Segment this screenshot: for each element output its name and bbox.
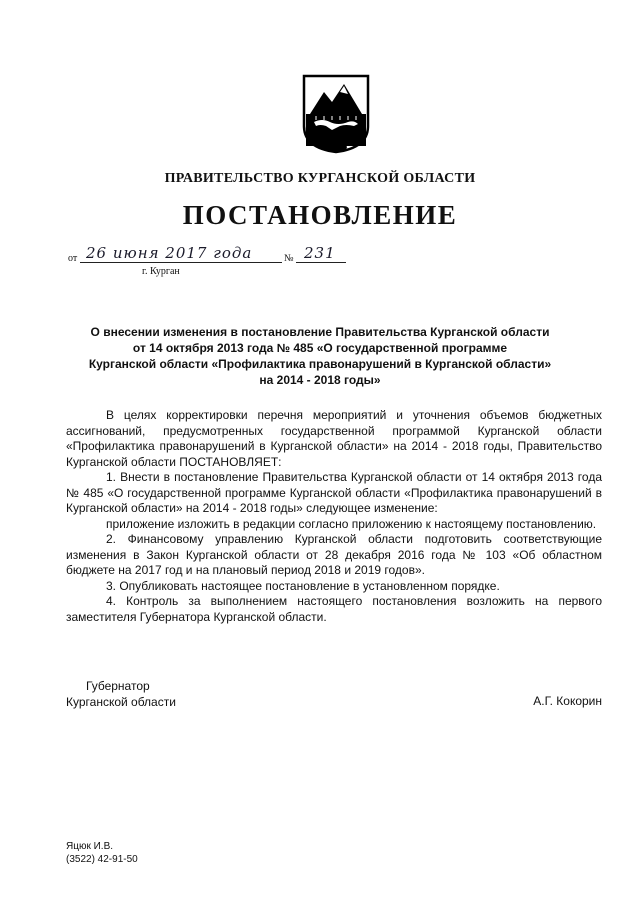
item-2-paragraph: 2. Финансовому управлению Курганской области подготовить соответствующие изменения в Закон Курганской области от 28 декабря 2016 года № 103 «Об областном бюджете на 2017 год и на плановый период 2018 и 2019 годов».: [66, 532, 602, 577]
from-label: от: [68, 253, 78, 264]
date-underline: [80, 262, 282, 263]
place-label: г. Курган: [142, 266, 180, 277]
executor-info: [66, 840, 138, 866]
document-type-title: ПОСТАНОВЛЕНИЕ: [182, 200, 458, 230]
subject-line: О внесении изменения в постановление Правительства Курганской области: [90, 325, 550, 339]
handwritten-number: 231: [304, 244, 336, 262]
document-subject: [70, 324, 570, 388]
executor-name: Яцюк И.В.: [66, 841, 114, 852]
item-3-paragraph: 3. Опубликовать настоящее постановление в установленном порядке.: [106, 578, 500, 593]
subject-line: на 2014 - 2018 годы»: [259, 373, 381, 387]
item-1-sub-paragraph: приложение изложить в редакции согласно приложению к настоящему постановлению.: [106, 516, 597, 531]
handwritten-date: 26 июня 2017 года: [86, 244, 253, 262]
executor-phone: (3522) 42-91-50: [66, 854, 138, 865]
document-body: [66, 408, 602, 625]
subject-line: Курганской области «Профилактика правонарушений в Курганской области»: [88, 357, 552, 371]
item-1-paragraph: 1. Внести в постановление Правительства Курганской области от 14 октября 2013 года № 485 «О государственной программе Курганской области «Профилактика правонарушений в Курганской области» на 2014 - 2018 годы» следующее изменение:: [66, 470, 602, 515]
signatory-name: А.Г. Кокорин: [533, 694, 602, 708]
item-4-paragraph: 4. Контроль за выполнением настоящего постановления возложить на первого заместителя Губернатора Курганской области.: [66, 594, 602, 624]
intro-paragraph: В целях корректировки перечня мероприятий и уточнения объемов бюджетных ассигнований, предусмотренных государственной программой Курганской области «Профилактика правонарушений в Курганской области» на 2014 - 2018 годы, Правительство Курганской области ПОСТАНОВЛЯЕТ:: [66, 408, 602, 469]
coat-of-arms-emblem: [302, 74, 370, 154]
signatory-title-line-1: Губернатор: [86, 679, 150, 693]
number-underline: [296, 262, 346, 263]
organization-title: ПРАВИТЕЛЬСТВО КУРГАНСКОЙ ОБЛАСТИ: [164, 171, 476, 186]
signatory-title-line-2: Курганской области: [66, 695, 176, 709]
signatory-title: [66, 678, 176, 710]
subject-line: от 14 октября 2013 года № 485 «О государственной программе: [132, 341, 508, 355]
number-label: №: [284, 253, 294, 264]
